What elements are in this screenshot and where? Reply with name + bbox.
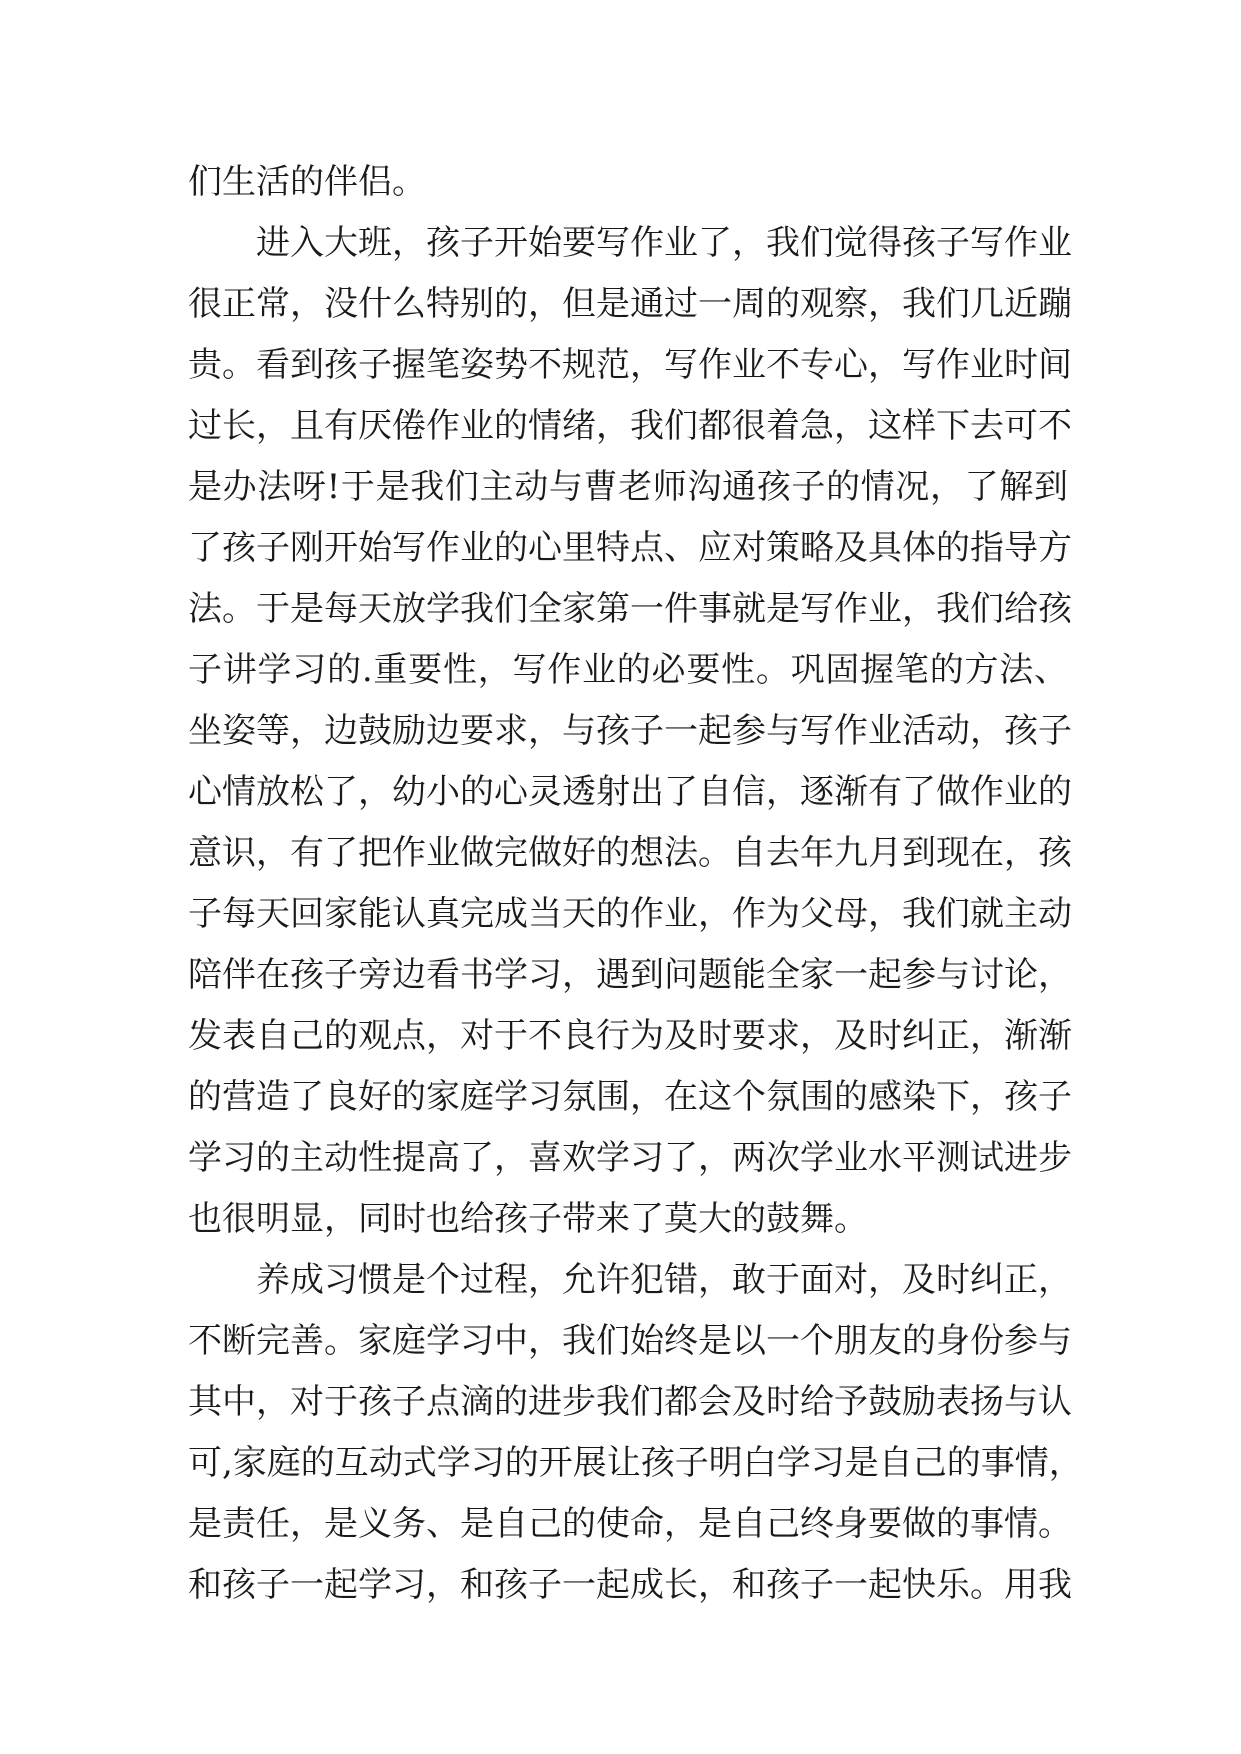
text-line: 很正常，没什么特别的，但是通过一周的观察，我们几近蹦	[188, 284, 1072, 324]
text-line: 发表自己的观点，对于不良行为及时要求，及时纠正，渐渐	[188, 1016, 1072, 1056]
text-line: 和孩子一起学习，和孩子一起成长，和孩子一起快乐。用我	[188, 1565, 1072, 1605]
text-line: 坐姿等，边鼓励边要求，与孩子一起参与写作业活动，孩子	[188, 711, 1072, 751]
text-line: 不断完善。家庭学习中，我们始终是以一个朋友的身份参与	[188, 1321, 1072, 1361]
text-line: 们生活的伴侣。	[188, 162, 426, 202]
text-line: 是办法呀!于是我们主动与曹老师沟通孩子的情况，了解到	[188, 467, 1068, 507]
text-line: 意识，有了把作业做完做好的想法。自去年九月到现在，孩	[188, 833, 1072, 873]
text-line: 子讲学习的.重要性，写作业的必要性。巩固握笔的方法、	[188, 650, 1068, 690]
text-line: 了孩子刚开始写作业的心里特点、应对策略及具体的指导方	[188, 528, 1072, 568]
text-line: 其中，对于孩子点滴的进步我们都会及时给予鼓励表扬与认	[188, 1382, 1072, 1422]
body-text	[188, 152, 1083, 1616]
text-line: 也很明显，同时也给孩子带来了莫大的鼓舞。	[188, 1199, 868, 1239]
text-line: 陪伴在孩子旁边看书学习，遇到问题能全家一起参与讨论，	[188, 955, 1072, 995]
text-line: 养成习惯是个过程，允许犯错，敢于面对，及时纠正，	[256, 1260, 1072, 1300]
text-line: 可,家庭的互动式学习的开展让孩子明白学习是自己的事情，	[188, 1443, 1083, 1483]
text-line: 进入大班，孩子开始要写作业了，我们觉得孩子写作业	[256, 223, 1072, 263]
text-line: 的营造了良好的家庭学习氛围，在这个氛围的感染下，孩子	[188, 1077, 1072, 1117]
text-line: 是责任，是义务、是自己的使命，是自己终身要做的事情。	[188, 1504, 1072, 1544]
text-line: 学习的主动性提高了，喜欢学习了，两次学业水平测试进步	[188, 1138, 1072, 1178]
text-line: 过长，且有厌倦作业的情绪，我们都很着急，这样下去可不	[188, 406, 1072, 446]
text-line: 心情放松了，幼小的心灵透射出了自信，逐渐有了做作业的	[188, 772, 1072, 812]
text-line: 贵。看到孩子握笔姿势不规范，写作业不专心，写作业时间	[188, 345, 1072, 385]
text-line: 法。于是每天放学我们全家第一件事就是写作业，我们给孩	[188, 589, 1072, 629]
text-line: 子每天回家能认真完成当天的作业，作为父母，我们就主动	[188, 894, 1072, 934]
